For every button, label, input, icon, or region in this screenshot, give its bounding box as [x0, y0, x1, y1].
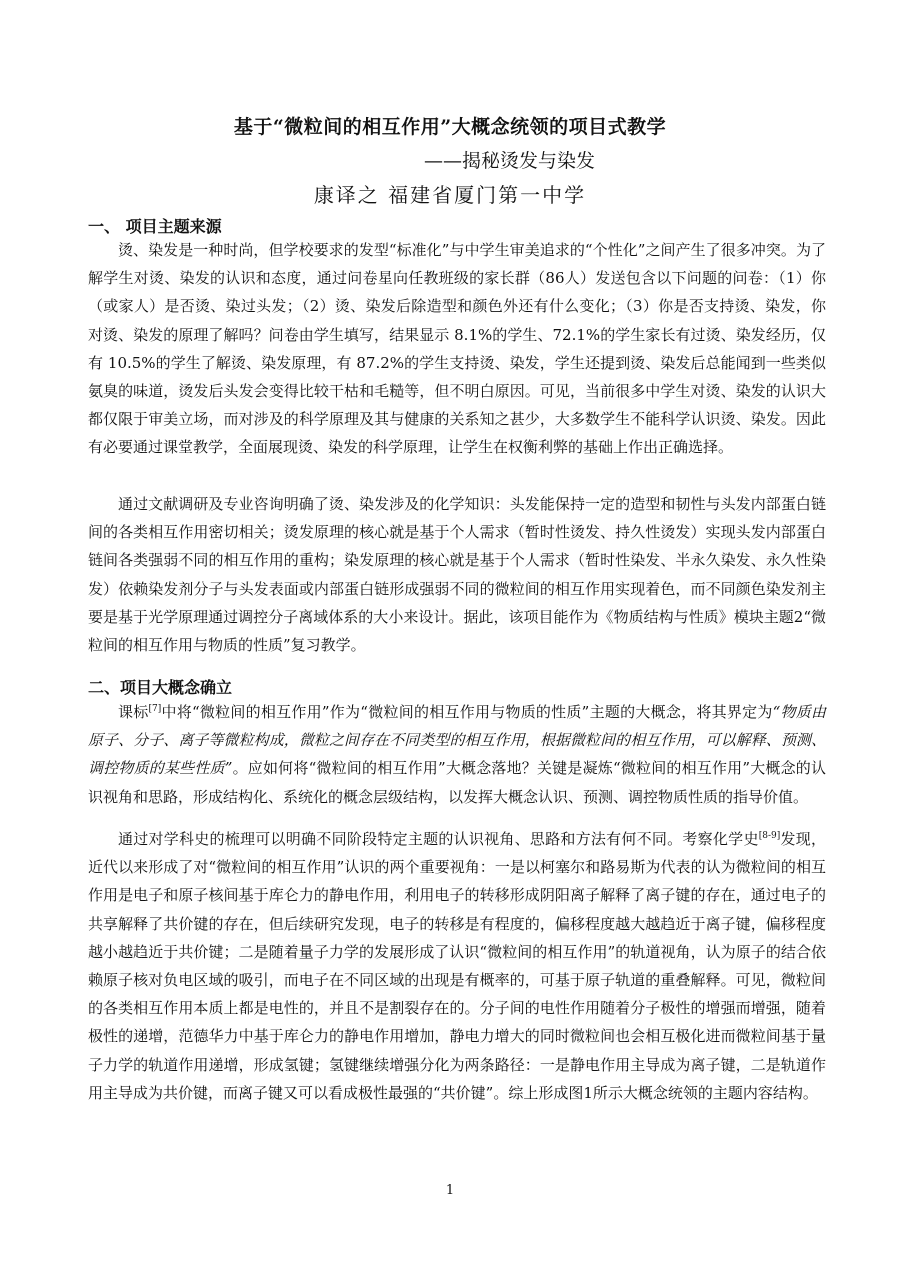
section-1-heading: 一、 项目主题来源 [88, 217, 222, 236]
section-1-paragraph-2: 通过文献调研及专业咨询明确了烫、染发涉及的化学知识：头发能保持一定的造型和韧性与头发内部蛋白链间的各类相互作用密切相关；烫发原理的核心就是基于个人需求（暂时性烫发、持久性烫发）实现头发内部蛋白链间各类强弱不同的相互作用的重构；染发原理的核心就是基于个人需求（暂时性染发、半永久染发、永久性染发）依赖染发剂分子与头发表面或内部蛋白链形成强弱不同的微粒间的相互作用实现着色，而不同颜色染发剂主要是基于光学原理通过调控分子离域体系的大小来设计。据此，该项目能作为《物质结构与性质》模块主题2“微粒间的相互作用与物质的性质”复习教学。 [88, 495, 826, 655]
document-subtitle: ——揭秘烫发与染发 [424, 150, 596, 172]
text-segment: 中将“微粒间的相互作用”作为“微粒间的相互作用与物质的性质”主题的大概念，将其界定为 [161, 703, 773, 721]
page-number: 1 [445, 1183, 455, 1198]
section-1-paragraph-1: 烫、染发是一种时尚，但学校要求的发型“标准化”与中学生审美追求的“个性化”之间产生了很多冲突。为了解学生对烫、染发的认识和态度，通过问卷星向任教班级的家长群（86人）发送包含以下问题的问卷：（1）你（或家人）是否烫、染过头发；（2）烫、染发后除造型和颜色外还有什么变化；（3）你是否支持烫、染发，你对烫、染发的原理了解吗？问卷由学生填写，结果显示 8.1%的学生、72.1%的学生家长有过烫、染发经历，仅有 10.5%的学生了解烫、染发原理，有 87.2%的学生支持烫、染发，学生还提到烫、染发后总能闻到一些类似氨臭的味道，烫发后头发会变得比较干枯和毛糙等，但不明白原因。可见，当前很多中学生对烫、染发的认识大都仅限于审美立场，而对涉及的科学原理及其与健康的关系知之甚少，大多数学生不能科学认识烫、染发。因此有必要通过课堂教学，全面展现烫、染发的科学原理，让学生在权衡利弊的基础上作出正确选择。 [88, 241, 826, 457]
document-title: 基于“微粒间的相互作用”大概念统领的项目式教学 [233, 116, 667, 138]
quoted-definition: “物质由原子、分子、离子等微粒构成，微粒之间存在不同类型的相互作用，根据微粒间的相互作用，可以解释、预测、调控物质的某些性质” [88, 703, 826, 778]
citation-ref: [7] [148, 704, 162, 714]
section-2-paragraph-1 [88, 698, 826, 811]
author-line: 康译之 福建省厦门第一中学 [313, 183, 587, 207]
text-segment: 通过对学科史的梳理可以明确不同阶段特定主题的认识视角、思路和方法有何不同。考察化学史 [118, 830, 759, 848]
text-segment: 课标 [118, 703, 149, 721]
section-2-heading: 二、项目大概念确立 [88, 678, 233, 697]
section-2-paragraph-2 [88, 825, 826, 1107]
text-segment: 发现，近代以来形成了对“微粒间的相互作用”认识的两个重要视角：一是以柯塞尔和路易斯为代表的认为微粒间的相互作用是电子和原子核间基于库仑力的静电作用，利用电子的转移形成阴阳离子解释了离子键的存在，通过电子的共享解释了共价键的存在，但后续研究发现，电子的转移是有程度的，偏移程度越大越趋近于离子键，偏移程度越小越趋近于共价键；二是随着量子力学的发展形成了认识“微粒间的相互作用”的轨道视角，认为原子的结合依赖原子核对负电区域的吸引，而电子在不同区域的出现是有概率的，可基于原子轨道的重叠解释。可见，微粒间的各类相互作用本质上都是电性的，并且不是割裂存在的。分子间的电性作用随着分子极性的增强而增强，随着极性的递增，范德华力中基于库仑力的静电作用增加，静电力增大的同时微粒间也会相互极化进而微粒间基于量子力学的轨道作用递增，形成氢键；氢键继续增强分化为两条路径：一是静电作用主导成为离子键，二是轨道作用主导成为共价键，而离子键又可以看成极性最强的“共价键”。综上形成图1所示大概念统领的主题内容结构。 [88, 830, 826, 1102]
citation-ref: [8-9] [758, 831, 781, 841]
text-segment: 。应如何将“微粒间的相互作用”大概念落地？关键是凝炼“微粒间的相互作用”大概念的认识视角和思路，形成结构化、系统化的概念层级结构，以发挥大概念认识、预测、调控物质性质的指导价值。 [88, 759, 826, 806]
